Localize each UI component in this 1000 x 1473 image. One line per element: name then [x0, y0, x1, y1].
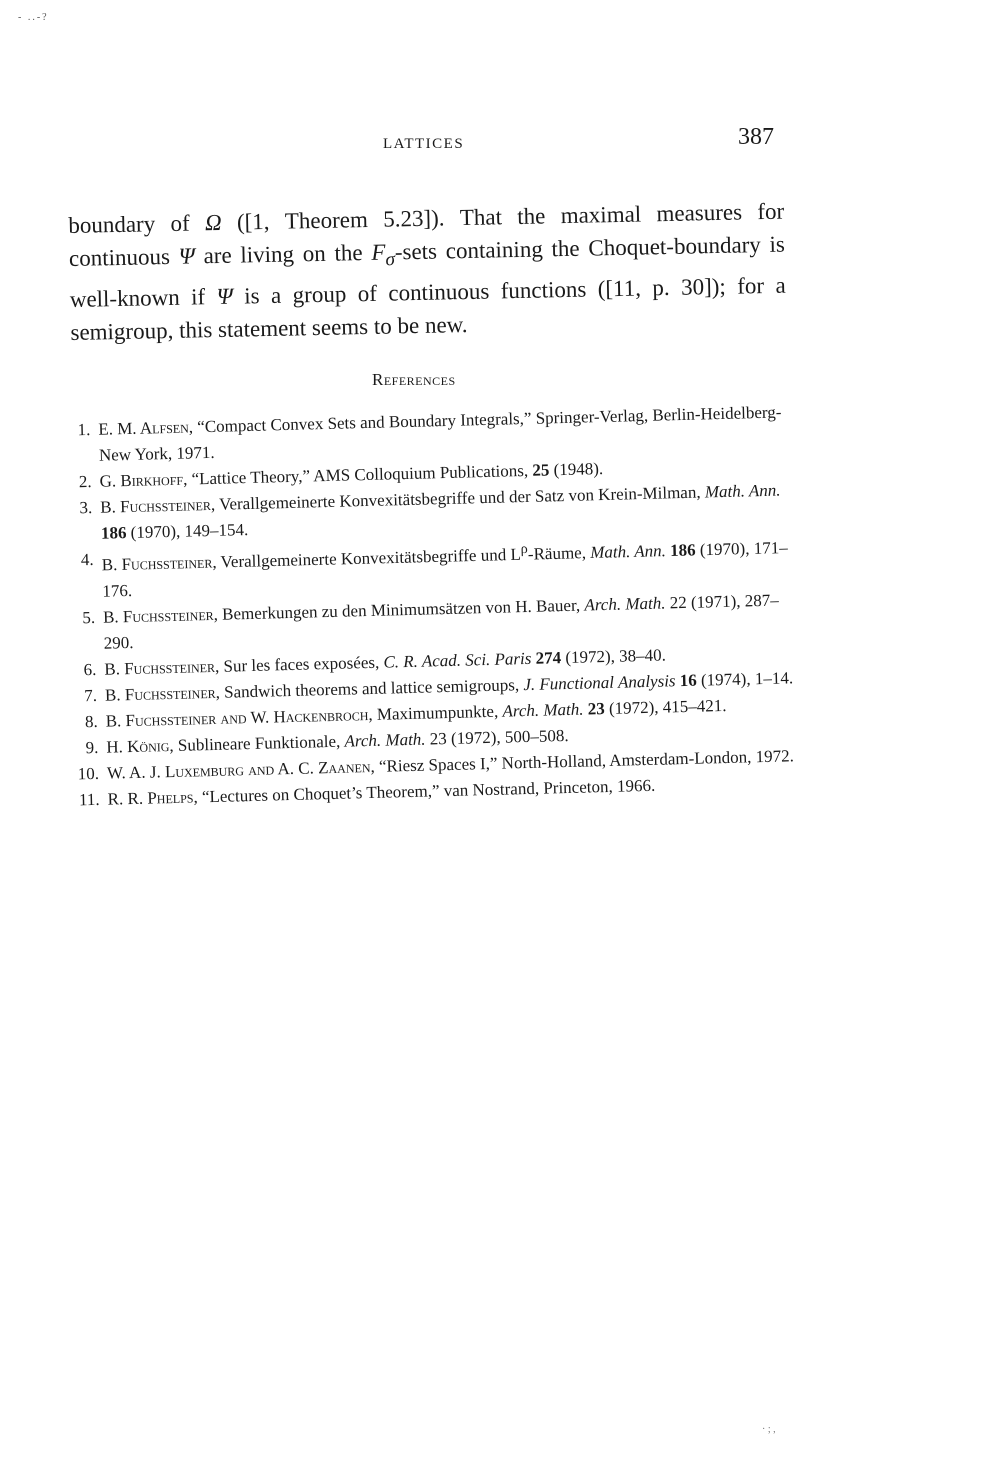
- reference-number: 2.: [78, 471, 92, 492]
- running-head: LATTICES: [383, 136, 465, 152]
- reference-author: H. König: [106, 735, 170, 757]
- reference-text: , “Lectures on Choquet’s Theorem,” van Nostrand, Princeton, 1966.: [193, 775, 656, 807]
- reference-author: B. Fuchssteiner: [104, 682, 216, 705]
- reference-text: (1970), 149–154.: [126, 520, 249, 543]
- reference-text: (1948).: [549, 459, 604, 480]
- reference-journal: C. R. Acad. Sci. Paris: [383, 648, 532, 672]
- reference-journal: Math. Ann.: [704, 480, 781, 502]
- reference-volume: 23: [429, 728, 448, 749]
- math-psi: Ψ: [178, 243, 196, 269]
- reference-journal: Arch. Math.: [344, 729, 426, 751]
- reference-text: (1972), 38–40.: [560, 645, 667, 667]
- reference-text: , Sur les faces exposées,: [214, 652, 384, 676]
- reference-number: 11.: [78, 789, 100, 810]
- text-run: ([1, Theorem 5.23]). That the maximal measures for continuous: [68, 198, 785, 271]
- reference-list: [50, 399, 798, 813]
- reference-journal: J. Functional Analysis: [523, 670, 676, 694]
- page-number: 387: [738, 124, 774, 150]
- reference-text: , Verallgemeinerte Konvexitätsbegriffe und L: [212, 544, 522, 572]
- text-run: is a group of continuous functions ([11, p. 30]); for a semigroup, this statement seems to be new.: [70, 272, 786, 345]
- reference-text: (1970), 171–176.: [102, 538, 788, 601]
- reference-author: B. Fuchssteiner: [100, 494, 212, 517]
- reference-volume: 186: [100, 523, 127, 543]
- reference-text: , Bemerkungen zu den Minimumsätzen von H. Bauer,: [213, 595, 585, 624]
- reference-number: 7.: [84, 685, 98, 705]
- reference-volume: 23: [587, 698, 605, 719]
- reference-author: B. Fuchssteiner: [104, 656, 216, 679]
- reference-text: -Räume,: [527, 543, 591, 564]
- reference-number: 4.: [80, 549, 94, 570]
- reference-text: (1972), 415–421.: [604, 695, 727, 718]
- reference-volume: 22: [669, 592, 687, 613]
- reference-number: 10.: [77, 763, 100, 784]
- reference-author: B. Fuchssteiner and W. Hackenbroch: [105, 704, 369, 731]
- reference-number: 9.: [85, 737, 99, 757]
- reference-number: 6.: [83, 659, 97, 679]
- reference-text: , “Riesz Spaces I,” North-Holland, Amsterdam-London, 1972.: [370, 745, 795, 776]
- reference-author: E. M. Alfsen: [98, 417, 190, 439]
- reference-number: 3.: [79, 497, 93, 518]
- math-f: F: [371, 239, 386, 265]
- reference-journal: Arch. Math.: [502, 699, 584, 721]
- reference-journal: Arch. Math.: [584, 593, 666, 615]
- reference-author: B. Fuchssteiner: [101, 552, 213, 575]
- reference-text: (1974), 1–14.: [696, 667, 794, 690]
- reference-superscript: ρ: [520, 540, 528, 558]
- reference-author: W. A. J. Luxemburg and A. C. Zaanen: [106, 756, 371, 783]
- scan-artifact: - ..-?: [18, 12, 49, 23]
- text-run: -sets containing the Choquet-boundary is well-known if: [69, 231, 786, 312]
- reference-text: , Sandwich theorems and lattice semigroups,: [215, 674, 524, 702]
- reference-text: (1971), 287–290.: [103, 590, 779, 653]
- reference-volume: 186: [669, 540, 696, 561]
- body-paragraph: [68, 195, 787, 349]
- reference-volume: 16: [679, 670, 697, 690]
- reference-volume: 25: [532, 460, 550, 480]
- reference-text: , Sublineare Funktionale,: [169, 731, 345, 755]
- math-sigma-subscript: σ: [385, 249, 396, 271]
- reference-author: B. Fuchssteiner: [102, 604, 214, 627]
- scan-artifact: · ; ,: [762, 1424, 776, 1435]
- reference-author: G. Birkhoff: [99, 469, 184, 491]
- reference-text: , Maximumpunkte,: [368, 701, 503, 724]
- reference-journal: Math. Ann.: [589, 541, 667, 563]
- reference-number: 8.: [84, 711, 98, 731]
- reference-text: , “Lattice Theory,” AMS Colloquium Publications,: [182, 460, 533, 489]
- reference-volume: 274: [535, 647, 562, 668]
- text-run: boundary of: [68, 210, 206, 238]
- reference-text: (1972), 500–508.: [446, 725, 569, 748]
- reference-number: 1.: [77, 419, 91, 440]
- reference-text: , “Compact Convex Sets and Boundary Integrals,” Springer-Verlag, Berlin-Heidelberg-New York, 1971.: [98, 402, 782, 465]
- references-heading: References: [372, 370, 456, 389]
- math-omega: Ω: [204, 209, 222, 236]
- reference-number: 5.: [82, 607, 96, 627]
- reference-author: R. R. Phelps: [107, 787, 194, 809]
- math-psi: Ψ: [216, 283, 234, 309]
- text-run: are living on the: [194, 239, 372, 269]
- reference-text: , Verallgemeinerte Konvexitätsbegriffe und der Satz von Krein-Milman,: [210, 482, 706, 514]
